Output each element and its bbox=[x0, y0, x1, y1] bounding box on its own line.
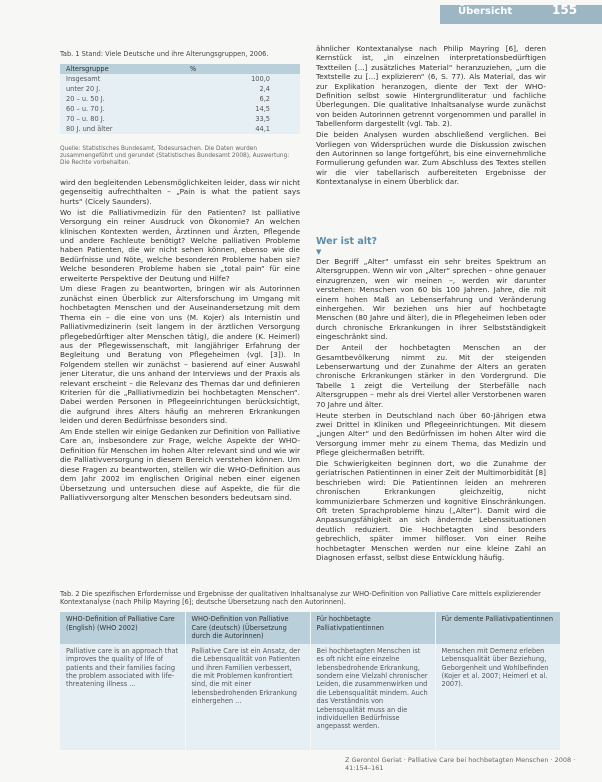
table-1-caption: Tab. 1 Stand: Viele Deutsche und ihre Alterungsgruppen, 2006. bbox=[60, 50, 269, 58]
right-column-top bbox=[316, 44, 546, 188]
paragraph: Der Begriff „Alter“ umfasst ein sehr breites Spektrum an Altersgruppen. Wenn wir von „Alter“ sprechen – ohne genauer einzugrenzen, wen wir meinen –, werden wir darunter verstehen: Menschen von 60 bis 100 Jahren. Jahre, die mit einem hohen Maß an Lebenserfahrung und Veränderung einhergehen. Wir beziehen uns hier auf hochbetagte Menschen (80 Jahre und älter), die in Pflegeheimen leben oder durch chronische Erkrankungen in ihrer Selbstständigkeit eingeschränkt sind. bbox=[316, 257, 546, 342]
table-cell: 80 J. und älter bbox=[60, 124, 184, 134]
paragraph: ähnlicher Kontextanalyse nach Philip Mayring [6], deren Kernstück ist, „in einzelnen interpretationsbedürftigen Textteilen [...] zusätzliches Material“ heranzuziehen, „um die Textstelle zu [...] explizieren“ (6, S. 77). Als Material, das wir zur Explikation heranzogen, diente der Text der WHO-Definition selbst sowie Hintergrundliteratur und fachliche Überlegungen. Die qualitative Inhaltsanalyse wurde zunächst von beiden Autorinnen getrennt vorgenommen und parallel in Tabellenform dargestellt (vgl. Tab. 2). bbox=[316, 44, 546, 129]
table-1-header: Altersgruppe bbox=[60, 64, 184, 74]
table-cell: Menschen mit Demenz erleben Lebensqualität über Beziehung, Geborgenheit und Wohlbefinden (Kojer et al. 2007; Heimerl et al. 2007). bbox=[435, 644, 560, 750]
table-row bbox=[60, 104, 300, 114]
section-arrow-icon: ▼ bbox=[316, 248, 322, 256]
section-label: Übersicht bbox=[458, 6, 513, 17]
table-cell: 100,0 bbox=[184, 74, 300, 84]
table-row bbox=[60, 124, 300, 134]
table-cell: 6,2 bbox=[184, 94, 300, 104]
table-row bbox=[60, 644, 560, 750]
left-column-body bbox=[60, 178, 300, 504]
table-1 bbox=[60, 64, 300, 134]
paragraph: Am Ende stellen wir einige Gedanken zur Definition von Palliative Care an, insbesondere zur Frage, welche Aspekte der WHO-Definition für Menschen im hohen Alter relevant sind und wie wir die Palliativversorgung in diesem Bereich verstehen können. Um diese Fragen zu beantworten, stellen wir die WHO-Definition aus dem Jahr 2002 im englischen Original neben einer eigenen Übersetzung und untersuchen diese auf Aspekte, die für die Palliativversorgung alter Menschen besonders bedeutsam sind. bbox=[60, 427, 300, 502]
paragraph: Die Schwierigkeiten beginnen dort, wo die Zunahme der geriatrischen Patientinnen in einer Zeit der Multimorbidität [8] beschrieben wird: Die Patientinnen leiden an mehreren chronischen Erkrankungen gleichzeitig, nicht kommunizierbare Schmerzen und kognitive Einschränkungen. Oft treten Sprachprobleme hinzu („Alter“). Damit wird die Anpassungsfähigkeit an sich ändernde Lebenssituationen deutlich reduziert. Die Hochbetagten sind besonders gebrechlich, später immer hilfloser. Von einer Reihe hochbetagter Menschen werden nur eine kleine Zahl an Diagnosen erfasst, selbst diese Entwicklung häufig. bbox=[316, 459, 546, 563]
table-cell: Bei hochbetagten Menschen ist es oft nicht eine einzelne lebensbedrohende Erkrankung, sondern eine Vielzahl chronischer Leiden, die zusammenwirken und die Lebensqualität mindern. Auch das Verständnis von Lebensqualität muss an die individuellen Bedürfnisse angepasst werden. bbox=[310, 644, 435, 750]
table-row bbox=[60, 84, 300, 94]
table-2-header: Für demente Palliativpatientinnen bbox=[435, 612, 560, 644]
page-number: 155 bbox=[552, 3, 578, 17]
table-cell: 14,5 bbox=[184, 104, 300, 114]
paragraph: Der Anteil der hochbetagten Menschen an der Gesamtbevölkerung nimmt zu. Mit der steigenden Lebenserwartung und der Zunahme der Alters an geraten chronische Erkrankungen stärker in den Vordergrund. Die Tabelle 1 zeigt die Verteilung der Sterbefälle nach Altersgruppen – mehr als drei Viertel aller Verstorbenen waren 70 Jahre und älter. bbox=[316, 343, 546, 409]
table-1-header: % bbox=[184, 64, 300, 74]
paragraph: Heute sterben in Deutschland nach über 60-Jährigen etwa zwei Drittel in Kliniken und Pflegeeinrichtungen. Mit diesem „jungen Alter“ und den Bedürfnissen im hohen Alter wird die Versorgung immer mehr zu einem Thema, das Medizin und Pflege gleichermaßen betrifft. bbox=[316, 410, 546, 458]
table-2 bbox=[60, 612, 560, 750]
table-cell: 33,5 bbox=[184, 114, 300, 124]
table-row bbox=[60, 114, 300, 124]
paragraph: Wo ist die Palliativmedizin für den Patienten? Ist palliative Versorgung ein reiner Ausdruck von Ökonomie? An welchen klinischen Kontexten werden, Ärztinnen und Ärzten, Pflegende und andere Fachleute benötigt? Welche palliativen Probleme haben Patienten, die wir nicht sehen können, ebenso wie die Bedürfnisse und Nöte, welche besonderen Probleme haben sie? Welche besonderen Probleme haben sie „total pain“ für eine erweiterte Perspektive der Deutung und Hilfe? bbox=[60, 207, 300, 283]
table-cell: Palliative Care ist ein Ansatz, der die Lebensqualität von Patienten und ihren Familien verbessert, die mit Problemen konfrontiert sind, die mit einer lebensbedrohenden Erkrankung einhergehen ... bbox=[185, 644, 310, 750]
table-row bbox=[60, 74, 300, 84]
paragraph: Um diese Fragen zu beantworten, bringen wir als Autorinnen zunächst einen Überblick zur Altersforschung im Umgang mit hochbetagten Menschen und der Auseinandersetzung mit dem Thema ein – die eine von uns (M. Kojer) als Internistin und Palliativmedizinerin (seit langem in der ärztlichen Versorgung pflegebedürftiger alter Menschen tätig), die andere (K. Heimerl) aus der Pflegewissenschaft, mit langjähriger Erfahrung der Begleitung und Beratung von Pflegeheimen (vgl. [3]). In Folgendem stellen wir zunächst – basierend auf einer Auswahl jener Literatur, die uns anhand der Interviews und der Praxis als relevant erscheint – die Relevanz des Themas dar und definieren Kriterien für die „Palliativmedizin bei hochbetagten Menschen“. Dabei werden Personen in Pflegeeinrichtungen berücksichtigt, die aufgrund ihres Alters häufig an mehreren Erkrankungen leiden und deren Bedürfnisse besonders sind. bbox=[60, 284, 300, 426]
right-column-body bbox=[316, 257, 546, 564]
footer-citation: Z Gerontol Geriat · Palliative Care bei hochbetagten Menschen · 2008 · 41:154–161 bbox=[345, 756, 576, 772]
table-row bbox=[60, 94, 300, 104]
table-1-note: Quelle: Statistisches Bundesamt, Todesursachen. Die Daten wurden zusammengeführt und gerundet (Statistisches Bundesamt 2008), Auswertung: Die Rechte vorbehalten. bbox=[60, 146, 290, 166]
table-cell: unter 20 J. bbox=[60, 84, 184, 94]
paragraph: wird den begleitenden Lebensmöglichkeiten leider, dass wir nicht gegenseitig aufrechthalten – „Pain is what the patient says hurts“ (Cicely Saunders). bbox=[60, 178, 300, 206]
table-2-caption: Tab. 2 Die spezifischen Erfordernisse und Ergebnisse der qualitativen Inhaltsanalyse zur WHO-Definition von Palliative Care mittels explizierender Kontextanalyse (nach Philip Mayring [6]; deutsche Übersetzung nach den Autorinnen). bbox=[60, 590, 541, 607]
paragraph: Die beiden Analysen wurden abschließend verglichen. Bei Vorliegen von Widersprüchen wurde die Diskussion zwischen den Autorinnen so lange fortgeführt, bis eine einvernehmliche Formulierung gefunden war. Zum Abschluss des Textes stellen wir die vier tabellarisch aufbereiteten Ergebnisse der Kontextanalyse in einem Überblick dar. bbox=[316, 130, 546, 187]
table-cell: Palliative care is an approach that improves the quality of life of patients and their families facing the problem associated with life-threatening illness ... bbox=[60, 644, 185, 750]
table-2-header: WHO-Definition von Palliative Care (deutsch) (Übersetzung durch die Autorinnen) bbox=[185, 612, 310, 644]
section-heading: Wer ist alt? bbox=[316, 236, 378, 247]
table-cell: 2,4 bbox=[184, 84, 300, 94]
table-2-header: Für hochbetagte Palliativpatientinnen bbox=[310, 612, 435, 644]
table-2-header: WHO-Definition of Palliative Care (English) (WHO 2002) bbox=[60, 612, 185, 644]
table-cell: Insgesamt bbox=[60, 74, 184, 84]
table-cell: 70 – u. 80 J. bbox=[60, 114, 184, 124]
table-cell: 60 – u. 70 J. bbox=[60, 104, 184, 114]
table-cell: 20 – u. 50 J. bbox=[60, 94, 184, 104]
table-cell: 44,1 bbox=[184, 124, 300, 134]
